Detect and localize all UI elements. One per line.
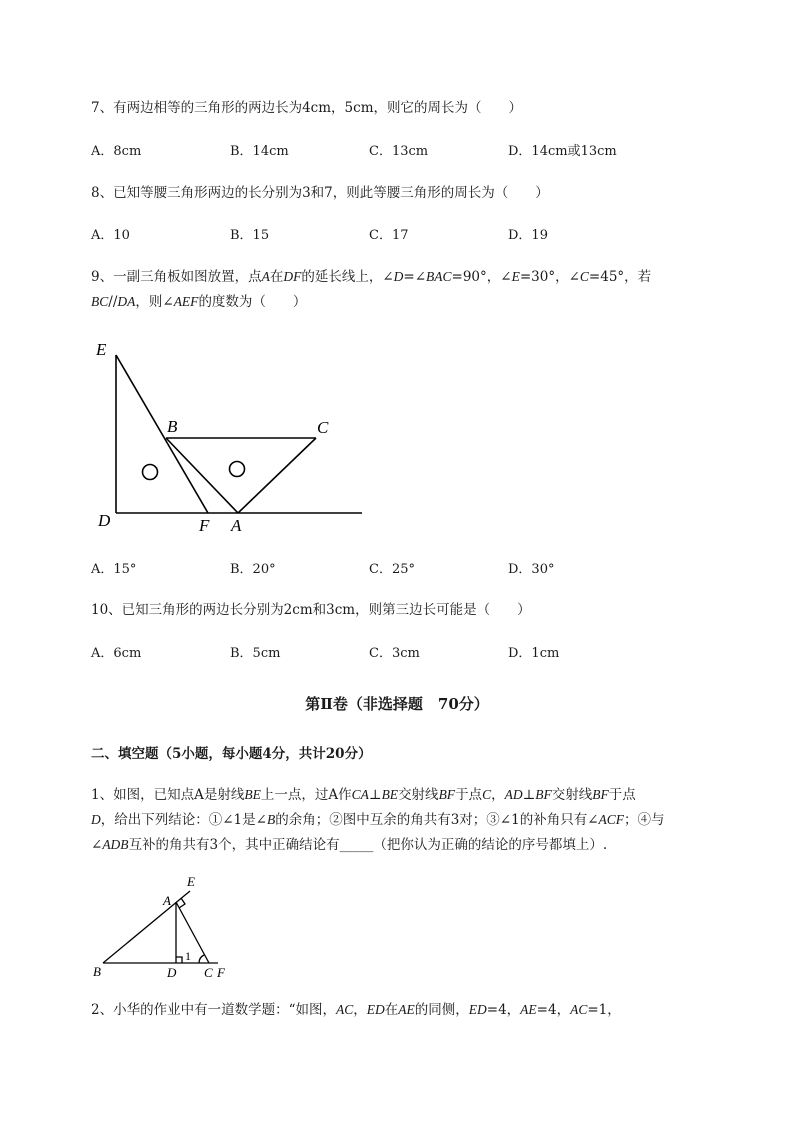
label-D: D bbox=[167, 965, 177, 980]
q10-option-d: D．1cm bbox=[508, 646, 560, 661]
set-square-hole-right bbox=[230, 462, 245, 477]
set-square-hole-left bbox=[143, 465, 158, 480]
question-7-text: 7、有两边相等的三角形的两边长为4cm，5cm，则它的周长为（ ） bbox=[91, 100, 522, 116]
fill-2-line-1: 2、小华的作业中有一道数学题：“如图，AC，ED在AE的同侧，ED=4，AE=4，AC=1， bbox=[91, 1002, 621, 1018]
label-C: C bbox=[317, 418, 329, 437]
q8-option-b: B．15 bbox=[230, 228, 270, 243]
q9-option-c: C．25° bbox=[369, 562, 415, 577]
q7-option-b: B．14cm bbox=[230, 144, 289, 159]
q7-option-c: C．13cm bbox=[369, 144, 429, 159]
angle-1-arc bbox=[199, 955, 204, 963]
edge-BA bbox=[166, 438, 238, 513]
fill-1-line-1: 1、如图，已知点A是射线BE上一点，过A作CA⊥BE交射线BF于点C，AD⊥BF交射线BF于点 bbox=[91, 787, 636, 803]
label-C: C bbox=[204, 965, 213, 980]
label-B: B bbox=[167, 417, 178, 436]
q9-option-b: B．20° bbox=[230, 562, 276, 577]
right-angle-mark-D bbox=[176, 957, 182, 963]
q7-option-a: A．8cm bbox=[91, 144, 142, 159]
question-10-text: 10、已知三角形的两边长分别为2cm和3cm，则第三边长可能是（ ） bbox=[91, 602, 531, 618]
q8-option-d: D．19 bbox=[508, 228, 548, 243]
question-9-line-1: 9、一副三角板如图放置，点A在DF的延长线上，∠D=∠BAC=90°，∠E=30°，∠C=45°，若 bbox=[91, 269, 652, 285]
q9-option-d: D．30° bbox=[508, 562, 555, 577]
q8-option-a: A．10 bbox=[91, 228, 130, 243]
q10-option-c: C．3cm bbox=[369, 646, 420, 661]
label-B: B bbox=[93, 964, 101, 979]
label-D: D bbox=[98, 511, 111, 530]
label-A: A bbox=[231, 516, 242, 535]
q7-option-d: D．14cm或13cm bbox=[508, 144, 617, 159]
right-angle-mark-A bbox=[179, 898, 185, 908]
label-A: A bbox=[163, 893, 171, 908]
fill-1-line-3: ∠ADB互补的角共有3个，其中正确结论有_____（把你认为正确的结论的序号都填上）. bbox=[91, 837, 608, 853]
fill-in-heading: 二、填空题（5小题，每小题4分，共计20分） bbox=[91, 746, 372, 762]
label-E: E bbox=[96, 340, 107, 359]
q10-option-b: B．5cm bbox=[230, 646, 281, 661]
edge-CA bbox=[238, 438, 316, 513]
segment-AC bbox=[176, 902, 209, 963]
label-E: E bbox=[187, 874, 195, 889]
ray-BE bbox=[103, 891, 190, 963]
label-F: F bbox=[199, 516, 210, 535]
q10-option-a: A．6cm bbox=[91, 646, 142, 661]
edge-EF bbox=[116, 355, 208, 513]
section-2-title: 第Ⅱ卷（非选择题 70分） bbox=[305, 695, 489, 713]
q9-option-a: A．15° bbox=[91, 562, 137, 577]
q8-option-c: C．17 bbox=[369, 228, 409, 243]
question-8-text: 8、已知等腰三角形两边的长分别为3和7，则此等腰三角形的周长为（ ） bbox=[91, 185, 549, 201]
fill-1-line-2: D，给出下列结论：①∠1是∠B的余角；②图中互余的角共有3对；③∠1的补角只有∠ACF；④与 bbox=[91, 812, 665, 828]
label-angle-1: 1 bbox=[185, 949, 191, 963]
question-9-line-2: BC//DA，则∠AEF的度数为（ ） bbox=[91, 294, 307, 310]
label-F: F bbox=[217, 965, 225, 980]
